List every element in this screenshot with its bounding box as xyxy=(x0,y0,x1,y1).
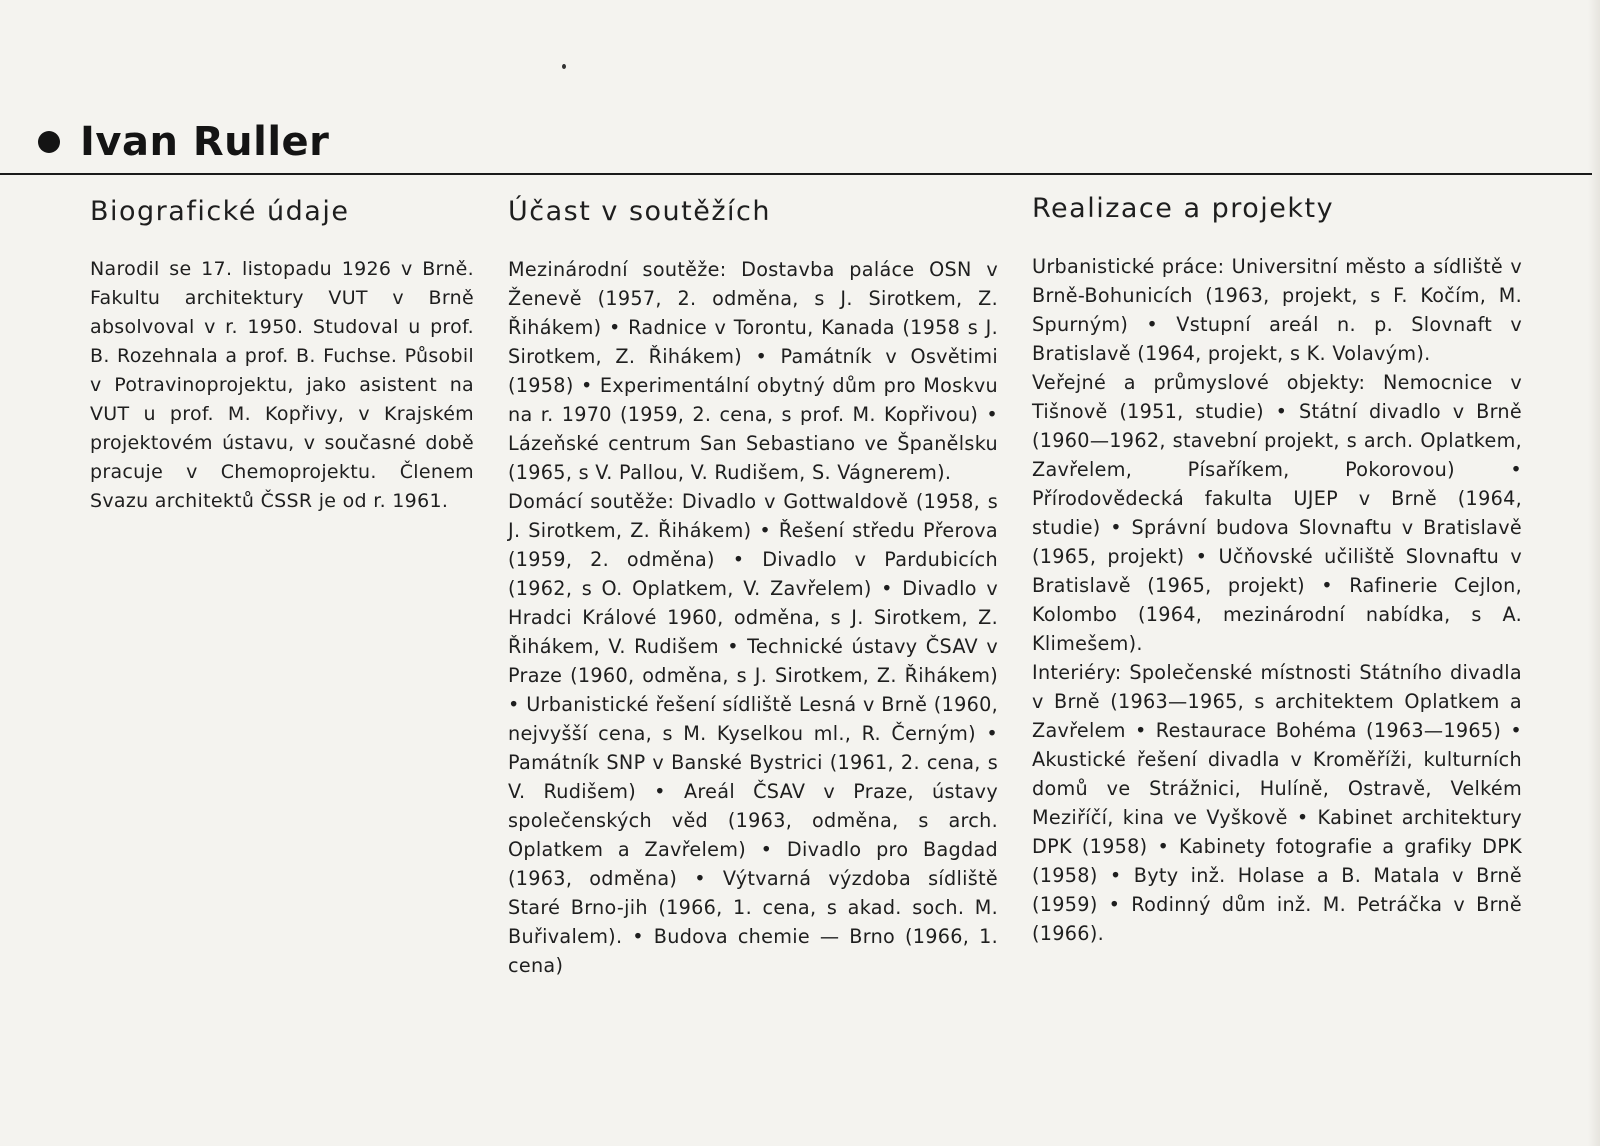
urban-works-paragraph: Urbanistické práce: Universitní město a sídliště v Brně-Bohunicích (1963, projekt, s F. Kočím, M. Spurným) • Vstupní areál n. p. Slovnaft v Bratislavě (1964, projekt, s K. Volavým). xyxy=(1032,255,1522,365)
bullet-icon xyxy=(38,131,60,153)
domestic-competitions-paragraph: Domácí soutěže: Divadlo v Gottwaldově (1958, s J. Sirotkem, Z. Řihákem) • Řešení středu Přerova (1959, 2. odměna) • Divadlo v Pardubicích (1962, s O. Oplatkem, V. Zavřelem) • Divadlo v Hradci Králové 1960, odměna, s J. Sirotkem, Z. Řihákem, V. Rudišem • Technické ústavy ČSAV v Praze (1960, odměna, s J. Sirotkem, Z. Řihákem) • Urbanistické řešení sídliště Lesná v Brně (1960, nejvyšší cena, s M. Kyselkou ml., R. Černým) • Památník SNP v Banské Bystrici (1961, 2. cena, s V. Rudišem) • Areál ČSAV v Praze, ústavy společenských věd (1963, odměna, s arch. Oplatkem a Zavřelem) • Divadlo pro Bagdad (1963, odměna) • Výtvarná výzdoba sídliště Staré Brno-jih (1966, 1. cena, s akad. soch. M. Buřivalem). • Budova chemie — Brno (1966, 1. cena) xyxy=(508,490,998,977)
biography-heading: Biografické údaje xyxy=(90,196,350,227)
page-title: Ivan Ruller xyxy=(80,119,330,165)
column-projects xyxy=(1032,193,1522,948)
print-speck xyxy=(562,64,566,69)
page-header xyxy=(38,112,329,172)
biography-paragraph: Narodil se 17. listopadu 1926 v Brně. Fakultu architektury VUT v Brně absolvoval v r. 1950. Studoval u prof. B. Rozehnala a prof. B. Fuchse. Působil v Potravinoprojektu, jako asistent na VUT u prof. M. Kopřivy, v Krajském projektovém ústavu, v současné době pracuje v Chemoprojektu. Členem Svazu architektů ČSSR je od r. 1961. xyxy=(90,258,474,512)
projects-text xyxy=(1032,252,1522,948)
column-biography xyxy=(90,196,474,516)
column-competitions xyxy=(508,196,998,980)
public-buildings-paragraph: Veřejné a průmyslové objekty: Nemocnice v Tišnově (1951, studie) • Státní divadlo v Brně (1960—1962, stavební projekt, s arch. Oplatkem, Zavřelem, Písaříkem, Pokorovou) • Přírodovědecká fakulta UJEP v Brně (1964, studie) • Správní budova Slovnaftu v Bratislavě (1965, projekt) • Učňovské učiliště Slovnaftu v Bratislavě (1965, projekt) • Rafinerie Cejlon, Kolombo (1964, mezinárodní nabídka, s A. Klimešem). xyxy=(1032,371,1522,655)
projects-heading: Realizace a projekty xyxy=(1032,193,1335,224)
competitions-text xyxy=(508,255,998,980)
competitions-heading: Účast v soutěžích xyxy=(508,196,771,227)
page-edge xyxy=(1588,0,1600,1146)
international-competitions-paragraph: Mezinárodní soutěže: Dostavba paláce OSN v Ženevě (1957, 2. odměna, s J. Sirotkem, Z. Řihákem) • Radnice v Torontu, Kanada (1958 s J. Sirotkem, Z. Řihákem) • Památník v Osvětimi (1958) • Experimentální obytný dům pro Moskvu na r. 1970 (1959, 2. cena, s prof. M. Kopřivou) • Lázeňské centrum San Sebastiano ve Španělsku (1965, s V. Pallou, V. Rudišem, S. Vágnerem). xyxy=(508,258,998,484)
header-divider xyxy=(0,173,1592,175)
biography-text xyxy=(90,255,474,516)
interiors-paragraph: Interiéry: Společenské místnosti Státního divadla v Brně (1963—1965, s architektem Oplatkem a Zavřelem • Restaurace Bohéma (1963—1965) • Akustické řešení divadla v Kroměříži, kulturních domů ve Strážnici, Hulíně, Ostravě, Velkém Meziříčí, kina ve Vyškově • Kabinet architektury DPK (1958) • Kabinety fotografie a grafiky DPK (1958) • Byty inž. Holase a B. Matala v Brně (1959) • Rodinný dům inž. M. Petráčka v Brně (1966). xyxy=(1032,661,1522,945)
